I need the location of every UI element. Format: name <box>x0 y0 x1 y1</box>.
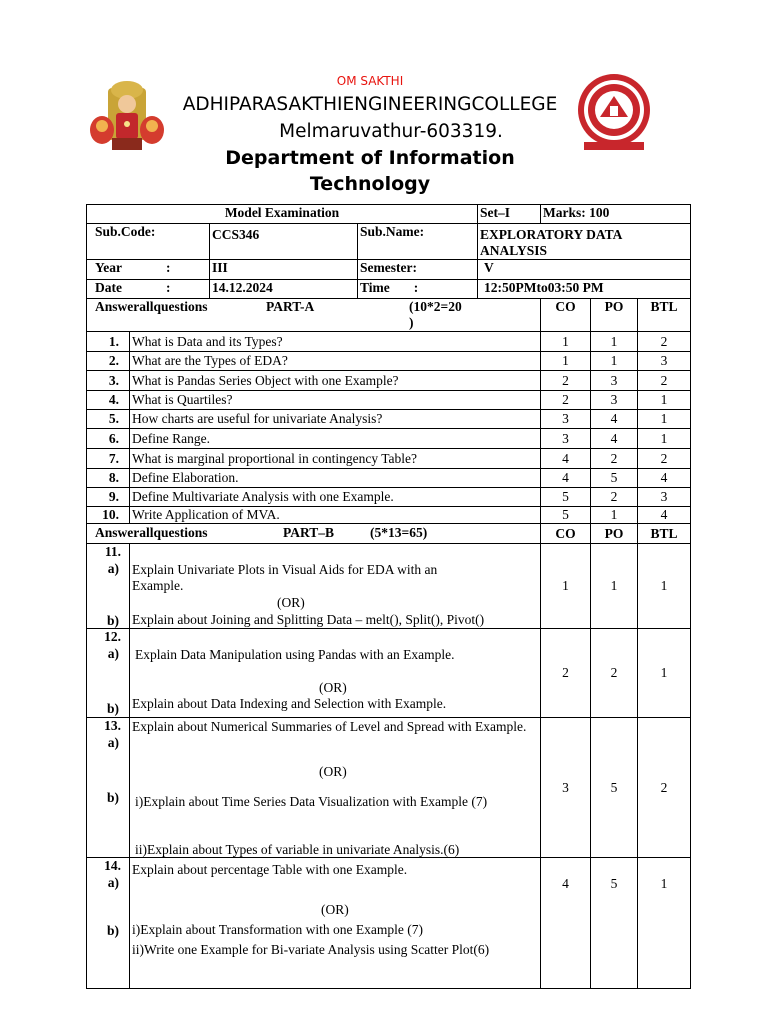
question-number: 4. <box>87 391 130 410</box>
om-sakthi-text: OM SAKTHI <box>336 74 404 88</box>
college-name: ADHIPARASAKTHIENGINEERINGCOLLEGE <box>182 94 558 115</box>
table-row <box>87 429 691 449</box>
or-separator: (OR) <box>319 764 347 779</box>
question-co: 1 <box>541 544 591 629</box>
question-po: 1 <box>591 332 638 352</box>
question-co: 3 <box>541 410 591 429</box>
question-co: 2 <box>541 391 591 410</box>
table-row <box>87 858 691 989</box>
semester-value: V <box>478 260 691 280</box>
option-b-text-part1: i)Explain about Transformation with one Example (7) <box>132 922 423 937</box>
table-row <box>87 410 691 429</box>
question-co: 4 <box>541 469 591 488</box>
question-btl: 1 <box>638 429 691 449</box>
option-b-text: Explain about Data Indexing and Selection with Example. <box>132 696 447 711</box>
subname-label: Sub.Name: <box>358 224 478 260</box>
subname-value: EXPLORATORY DATA ANALYSIS <box>478 224 691 260</box>
question-po: 5 <box>591 469 638 488</box>
option-a-text: Explain Univariate Plots in Visual Aids for EDA with an Example. <box>132 562 438 593</box>
option-b-text-part1: i)Explain about Time Series Data Visualization with Example (7) <box>135 794 488 809</box>
department-title-line2: Technology <box>309 173 431 195</box>
option-b-text-part2: ii)Explain about Types of variable in univariate Analysis.(6) <box>135 842 460 857</box>
question-po: 5 <box>591 858 638 989</box>
part-b-header <box>87 524 541 544</box>
question-number: 9. <box>87 488 130 507</box>
question-number: 11. <box>104 544 121 559</box>
question-number: 3. <box>87 371 130 391</box>
exam-title: Model Examination <box>87 205 478 224</box>
option-b-label: b) <box>106 613 119 628</box>
question-btl: 2 <box>638 371 691 391</box>
question-text: What is marginal proportional in contingency Table? <box>130 449 541 469</box>
option-b-label: b) <box>106 923 119 938</box>
question-text: What is Pandas Series Object with one Example? <box>130 371 541 391</box>
part-a-header <box>87 299 541 332</box>
year-colon: : <box>166 260 171 275</box>
or-separator: (OR) <box>321 902 349 917</box>
question-po: 4 <box>591 410 638 429</box>
semester-label: Semester: <box>358 260 478 280</box>
question-btl: 4 <box>638 507 691 524</box>
question-text: How charts are useful for univariate Analysis? <box>130 410 541 429</box>
question-co: 2 <box>541 629 591 718</box>
question-number: 7. <box>87 449 130 469</box>
part-a-title: PART-A <box>266 299 315 314</box>
college-location: Melmaruvathur-603319. <box>279 121 503 142</box>
question-btl: 1 <box>638 858 691 989</box>
question-number-cell <box>87 629 130 718</box>
part-a-co-header: CO <box>541 299 591 332</box>
subcode-value: CCS346 <box>210 224 358 260</box>
year-label: Year <box>95 260 122 275</box>
option-b-text-part2: ii)Write one Example for Bi-variate Analysis using Scatter Plot(6) <box>132 942 490 957</box>
question-number: 10. <box>87 507 130 524</box>
question-btl: 1 <box>638 391 691 410</box>
part-b-instruction: Answerallquestions <box>95 525 208 540</box>
question-co: 5 <box>541 488 591 507</box>
option-a-label: a) <box>107 646 119 661</box>
option-a-text: Explain about Numerical Summaries of Level and Spread with Example. <box>132 719 527 734</box>
question-text-cell <box>130 858 541 989</box>
or-separator: (OR) <box>319 680 347 695</box>
part-b-btl-header: BTL <box>638 524 691 544</box>
date-label-cell <box>87 280 210 299</box>
table-row <box>87 391 691 410</box>
time-label-cell <box>358 280 478 299</box>
part-b-po-header: PO <box>591 524 638 544</box>
option-a-label: a) <box>107 735 119 750</box>
question-co: 1 <box>541 332 591 352</box>
subcode-label: Sub.Code: <box>87 224 210 260</box>
question-po: 2 <box>591 488 638 507</box>
question-co: 4 <box>541 449 591 469</box>
question-number: 5. <box>87 410 130 429</box>
question-number: 2. <box>87 352 130 371</box>
question-text-cell <box>130 629 541 718</box>
part-a-po-header: PO <box>591 299 638 332</box>
option-a-label: a) <box>107 875 119 890</box>
or-separator: (OR) <box>277 595 305 610</box>
question-po: 1 <box>591 507 638 524</box>
question-btl: 3 <box>638 352 691 371</box>
deity-logo-icon <box>86 80 168 152</box>
option-b-label: b) <box>106 790 119 805</box>
question-btl: 3 <box>638 488 691 507</box>
question-co: 3 <box>541 718 591 858</box>
exam-set: Set–I <box>478 205 541 224</box>
option-b-label: b) <box>106 701 119 716</box>
part-b-co-header: CO <box>541 524 591 544</box>
table-row <box>87 469 691 488</box>
table-row <box>87 718 691 858</box>
question-text: What is Quartiles? <box>130 391 541 410</box>
question-text: Write Application of MVA. <box>130 507 541 524</box>
time-label: Time <box>360 280 390 295</box>
question-btl: 2 <box>638 449 691 469</box>
question-btl: 2 <box>638 332 691 352</box>
question-po: 5 <box>591 718 638 858</box>
question-text: What are the Types of EDA? <box>130 352 541 371</box>
question-btl: 1 <box>638 410 691 429</box>
college-seal-icon <box>570 72 658 152</box>
date-colon: : <box>166 280 171 295</box>
question-co: 4 <box>541 858 591 989</box>
question-co: 3 <box>541 429 591 449</box>
question-po: 3 <box>591 391 638 410</box>
table-row <box>87 488 691 507</box>
table-row <box>87 332 691 352</box>
part-a-marks: (10*2=20 ) <box>409 299 462 330</box>
question-btl: 1 <box>638 629 691 718</box>
question-number: 12. <box>104 629 121 644</box>
question-number-cell <box>87 858 130 989</box>
part-b-marks: (5*13=65) <box>370 525 428 540</box>
question-text: Define Elaboration. <box>130 469 541 488</box>
part-b-title: PART–B <box>283 525 335 540</box>
department-title: Department of Information <box>225 147 515 169</box>
option-a-text: Explain about percentage Table with one Example. <box>132 862 408 877</box>
table-row <box>87 544 691 629</box>
question-co: 2 <box>541 371 591 391</box>
time-colon: : <box>413 280 419 295</box>
question-po: 2 <box>591 629 638 718</box>
question-co: 5 <box>541 507 591 524</box>
year-label-cell <box>87 260 210 280</box>
question-number: 6. <box>87 429 130 449</box>
part-a-btl-header: BTL <box>638 299 691 332</box>
question-number: 1. <box>87 332 130 352</box>
date-label: Date <box>95 280 122 295</box>
part-a-instruction: Answerallquestions <box>95 299 208 314</box>
question-number-cell <box>87 718 130 858</box>
question-btl: 2 <box>638 718 691 858</box>
exam-table <box>86 204 691 989</box>
question-text: Define Multivariate Analysis with one Example. <box>130 488 541 507</box>
question-btl: 1 <box>638 544 691 629</box>
question-number: 14. <box>104 858 121 873</box>
option-a-text: Explain Data Manipulation using Pandas with an Example. <box>135 647 455 662</box>
table-row <box>87 352 691 371</box>
question-text: Define Range. <box>130 429 541 449</box>
date-value: 14.12.2024 <box>210 280 358 299</box>
question-text-cell <box>130 544 541 629</box>
question-btl: 4 <box>638 469 691 488</box>
question-text: What is Data and its Types? <box>130 332 541 352</box>
question-po: 1 <box>591 352 638 371</box>
question-po: 3 <box>591 371 638 391</box>
question-number: 13. <box>104 718 121 733</box>
exam-marks: Marks: 100 <box>541 205 691 224</box>
table-row <box>87 507 691 524</box>
question-number: 8. <box>87 469 130 488</box>
question-po: 4 <box>591 429 638 449</box>
question-number-cell <box>87 544 130 629</box>
table-row <box>87 449 691 469</box>
option-b-text: Explain about Joining and Splitting Data – melt(), Split(), Pivot() <box>132 612 485 627</box>
question-po: 2 <box>591 449 638 469</box>
question-text-cell <box>130 718 541 858</box>
option-a-label: a) <box>107 561 119 576</box>
question-co: 1 <box>541 352 591 371</box>
table-row <box>87 629 691 718</box>
year-value: III <box>210 260 358 280</box>
table-row <box>87 371 691 391</box>
question-po: 1 <box>591 544 638 629</box>
time-value: 12:50PMto03:50 PM <box>478 280 691 299</box>
